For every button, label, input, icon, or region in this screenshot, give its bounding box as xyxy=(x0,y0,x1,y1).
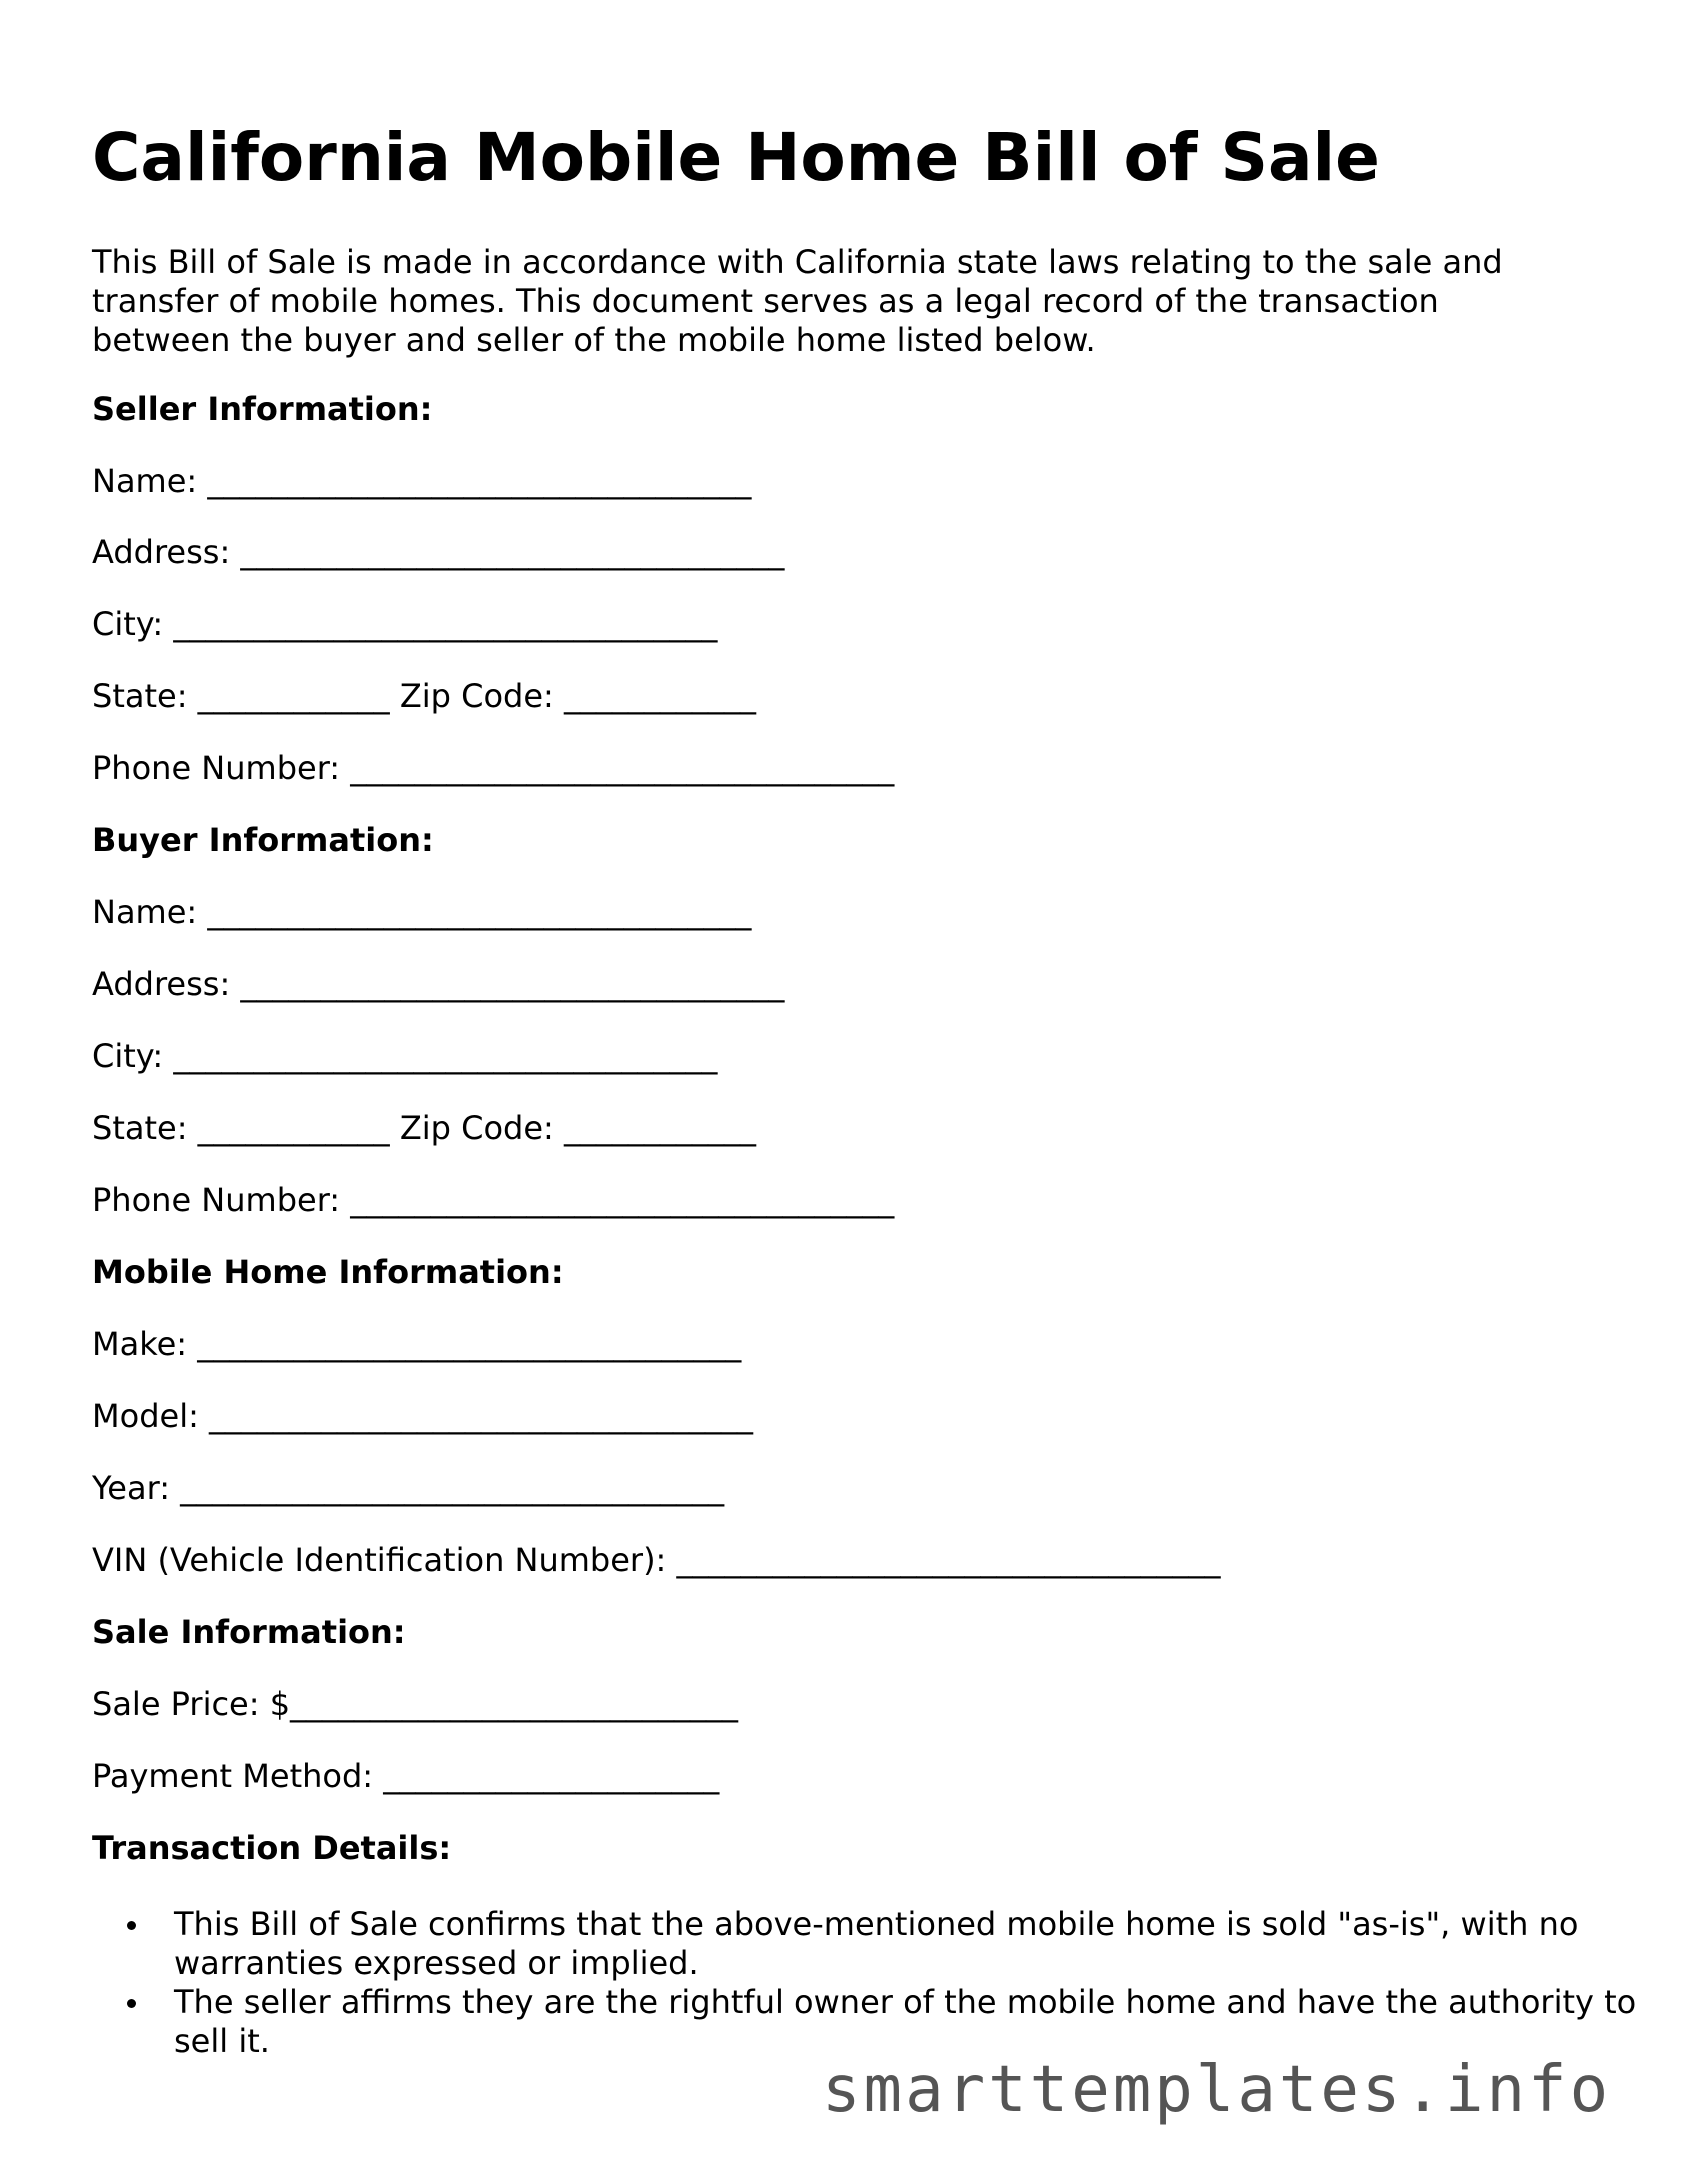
document-title: California Mobile Home Bill of Sale xyxy=(92,119,1380,196)
transaction-list xyxy=(92,1905,1674,2061)
seller-name-field[interactable]: Name: __________________________________ xyxy=(92,462,752,500)
list-item: The seller affirms they are the rightful owner of the mobile home and have the authority to sell it. xyxy=(174,1983,1674,2061)
buyer-phone-field[interactable]: Phone Number: __________________________________ xyxy=(92,1181,895,1219)
home-make-field[interactable]: Make: __________________________________ xyxy=(92,1325,742,1363)
buyer-address-field[interactable]: Address: __________________________________ xyxy=(92,965,785,1003)
buyer-state-zip-field[interactable]: State: ____________ Zip Code: ____________ xyxy=(92,1109,756,1147)
intro-paragraph: This Bill of Sale is made in accordance with California state laws relating to the sale and transfer of mobile homes. This document serves as a legal record of the transaction between the buyer and seller of the mobile home listed below. xyxy=(92,243,1503,359)
home-vin-field[interactable]: VIN (Vehicle Identification Number): __________________________________ xyxy=(92,1541,1221,1579)
seller-heading: Seller Information: xyxy=(92,390,433,428)
sale-price-field[interactable]: Sale Price: $____________________________ xyxy=(92,1685,739,1723)
transaction-heading: Transaction Details: xyxy=(92,1829,452,1867)
buyer-heading: Buyer Information: xyxy=(92,821,434,859)
seller-phone-field[interactable]: Phone Number: __________________________________ xyxy=(92,749,895,787)
home-heading: Mobile Home Information: xyxy=(92,1253,564,1291)
home-model-field[interactable]: Model: __________________________________ xyxy=(92,1397,754,1435)
sale-heading: Sale Information: xyxy=(92,1613,406,1651)
watermark: smarttemplates.info xyxy=(822,2053,1612,2127)
seller-address-field[interactable]: Address: __________________________________ xyxy=(92,533,785,571)
buyer-city-field[interactable]: City: __________________________________ xyxy=(92,1037,718,1075)
buyer-name-field[interactable]: Name: __________________________________ xyxy=(92,893,752,931)
home-year-field[interactable]: Year: __________________________________ xyxy=(92,1469,725,1507)
payment-method-field[interactable]: Payment Method: _____________________ xyxy=(92,1757,720,1795)
seller-city-field[interactable]: City: __________________________________ xyxy=(92,605,718,643)
seller-state-zip-field[interactable]: State: ____________ Zip Code: ____________ xyxy=(92,677,756,715)
list-item: This Bill of Sale confirms that the above-mentioned mobile home is sold "as-is", with no warranties expressed or implied. xyxy=(174,1905,1674,1983)
